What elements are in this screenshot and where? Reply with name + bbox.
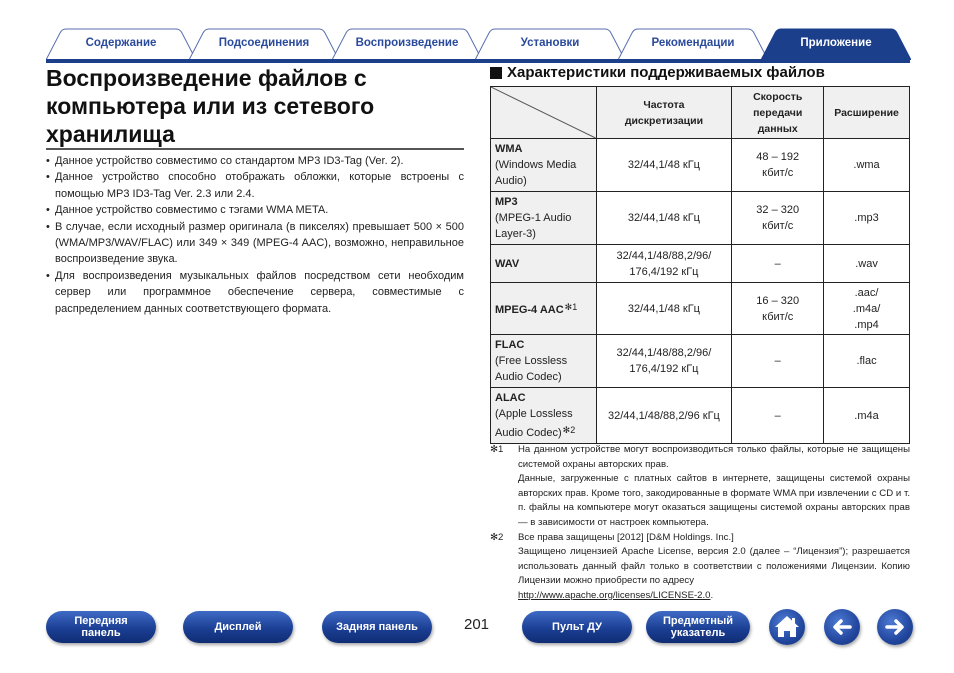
format-description: (Windows Media Audio) — [495, 159, 577, 187]
bullet-item: • Данное устройство совместимо со стандартом MP3 ID3-Tag (Ver. 2). — [46, 153, 464, 169]
tab-1[interactable] — [46, 28, 196, 60]
button-label: Передняя панель — [74, 615, 128, 639]
square-bullet-icon — [490, 67, 502, 79]
table-row — [491, 335, 910, 388]
title-divider — [46, 148, 464, 150]
nav-rear-panel-button[interactable] — [322, 611, 432, 643]
format-name: MPEG-4 AAC — [495, 304, 564, 316]
extension-cell: .mp3 — [824, 192, 910, 245]
footnote-2 — [490, 531, 910, 604]
bitrate-cell: 16 – 320 кбит/с — [732, 283, 824, 335]
tab-label: Содержание — [85, 37, 157, 49]
format-description: (MPEG-1 Audio Layer-3) — [495, 212, 572, 240]
footnote-link-line — [518, 589, 910, 604]
footnote-mark: ✻1 — [490, 444, 504, 455]
footnote-ref: ✻1 — [564, 302, 578, 312]
extension-cell: .aac/ .m4a/ .mp4 — [824, 283, 910, 335]
sample-rate-cell: 32/44,1/48/88,2/96/ 176,4/192 кГц — [596, 245, 732, 283]
sample-rate-cell: 32/44,1/48 кГц — [596, 192, 732, 245]
tab-6[interactable] — [761, 28, 911, 60]
table-row — [491, 192, 910, 245]
bullet-item: • Данное устройство способно отображать обложки, которые встроены с помощью MP3 ID3-Tag Ver. 2.3 или 2.4. — [46, 169, 464, 202]
format-cell — [491, 192, 597, 245]
section-title — [490, 64, 825, 81]
format-cell — [491, 283, 597, 335]
tab-4[interactable] — [475, 28, 625, 60]
home-icon — [769, 609, 805, 645]
section-title-text: Характеристики поддерживаемых файлов — [507, 64, 825, 81]
format-cell — [491, 335, 597, 388]
tab-3[interactable] — [332, 28, 482, 60]
format-description: (Apple Lossless Audio Codec) — [495, 408, 573, 439]
sample-rate-cell: 32/44,1/48 кГц — [596, 283, 732, 335]
info-bullet-list — [46, 153, 464, 317]
format-name: MP3 — [495, 196, 518, 208]
tab-5[interactable] — [618, 28, 768, 60]
button-label: Предметный указатель — [662, 615, 734, 639]
bitrate-cell: – — [732, 245, 824, 283]
footnote-mark: ✻2 — [490, 531, 504, 543]
nav-index-button[interactable] — [646, 611, 750, 643]
table-row — [491, 283, 910, 335]
footnotes — [490, 443, 910, 604]
button-label: Задняя панель — [336, 621, 418, 633]
footnote-text: Защищено лицензией Apache License, версия 2.0 (далее – “Лицензия”); разрешается использовать данный файл только в соответствии с положениями Лицензии. Копию Лицензии можно приобрести по адресу — [518, 546, 910, 587]
footnote-text: Все права защищены [2012] [D&M Holdings. Inc.] — [518, 531, 734, 543]
page-title: Воспроизведение файлов с компьютера или из сетевого хранилища — [46, 65, 375, 147]
license-link[interactable]: http://www.apache.org/licenses/LICENSE-2.0 — [518, 589, 711, 601]
format-name: WMA — [495, 143, 523, 155]
corner-cell — [491, 87, 597, 139]
tab-label: Рекомендации — [651, 37, 735, 49]
table-row — [491, 245, 910, 283]
format-cell — [491, 139, 597, 192]
extension-cell: .flac — [824, 335, 910, 388]
nav-remote-button[interactable] — [522, 611, 632, 643]
extension-cell: .wav — [824, 245, 910, 283]
table-row — [491, 139, 910, 192]
sample-rate-cell: 32/44,1/48 кГц — [596, 139, 732, 192]
bullet-item: • В случае, если исходный размер оригинала (в пикселях) превышает 500 × 500 (WMA/MP3/WAV/FLAC) или 349 × 349 (MPEG-4 AAC), возможно, неправильное воспроизведение звука. — [46, 219, 464, 268]
arrow-left-icon — [824, 609, 860, 645]
nav-front-panel-button[interactable] — [46, 611, 156, 643]
link-suffix: . — [710, 589, 714, 601]
top-tab-bar — [46, 28, 910, 60]
bitrate-cell: – — [732, 335, 824, 388]
bitrate-cell: 48 – 192 кбит/с — [732, 139, 824, 192]
sample-rate-cell: 32/44,1/48/88,2/96 кГц — [596, 388, 732, 444]
extension-cell: .wma — [824, 139, 910, 192]
footnote-ref: ✻2 — [562, 425, 576, 435]
bullet-item: • Данное устройство совместимо с тэгами WMA META. — [46, 202, 464, 218]
supported-files-table — [490, 86, 910, 444]
header-sample-rate: Частота дискретизации — [596, 87, 732, 139]
forward-button[interactable] — [877, 609, 913, 645]
table-header-row — [491, 87, 910, 139]
arrow-right-icon — [877, 609, 913, 645]
tab-2[interactable] — [189, 28, 339, 60]
tab-label: Приложение — [800, 37, 872, 49]
format-cell — [491, 245, 597, 283]
header-extension: Расширение — [824, 87, 910, 139]
nav-display-button[interactable] — [183, 611, 293, 643]
footnote-text: Данные, загруженные с платных сайтов в интернете, защищены системой охраны авторских прав. Кроме того, закодированные в формате WMA при извлечении с CD и т. п. файлы на компьютере могут оказаться защищены системой охраны авторских прав — в зависимости от настроек компьютера. — [518, 473, 910, 528]
tab-label: Подсоединения — [218, 37, 310, 49]
bitrate-cell: – — [732, 388, 824, 444]
format-cell — [491, 388, 597, 444]
format-name: FLAC — [495, 339, 525, 351]
format-name: WAV — [495, 257, 520, 270]
button-label: Пульт ДУ — [552, 621, 602, 633]
format-description: (Free Lossless Audio Codec) — [495, 355, 568, 383]
table-row — [491, 388, 910, 444]
tab-label: Воспроизведение — [355, 37, 459, 49]
footnote-1 — [490, 443, 910, 531]
header-bitrate: Скорость передачи данных — [732, 87, 824, 139]
sample-rate-cell: 32/44,1/48/88,2/96/ 176,4/192 кГц — [596, 335, 732, 388]
footnote-text: На данном устройстве могут воспроизводиться только файлы, которые не защищены системой охраны авторских прав. — [518, 444, 910, 470]
diagonal-line-icon — [491, 87, 596, 138]
extension-cell: .m4a — [824, 388, 910, 444]
format-name: ALAC — [495, 392, 526, 404]
button-label: Дисплей — [214, 621, 262, 633]
bullet-item: • Для воспроизведения музыкальных файлов посредством сети необходим сервер или программное обеспечение сервера, совместимые с распределением данных соответствующего формата. — [46, 268, 464, 317]
bitrate-cell: 32 – 320 кбит/с — [732, 192, 824, 245]
page-number: 201 — [464, 616, 490, 633]
tab-label: Установки — [520, 37, 580, 49]
back-button[interactable] — [824, 609, 860, 645]
home-button[interactable] — [769, 609, 805, 645]
tab-underline — [46, 59, 910, 63]
